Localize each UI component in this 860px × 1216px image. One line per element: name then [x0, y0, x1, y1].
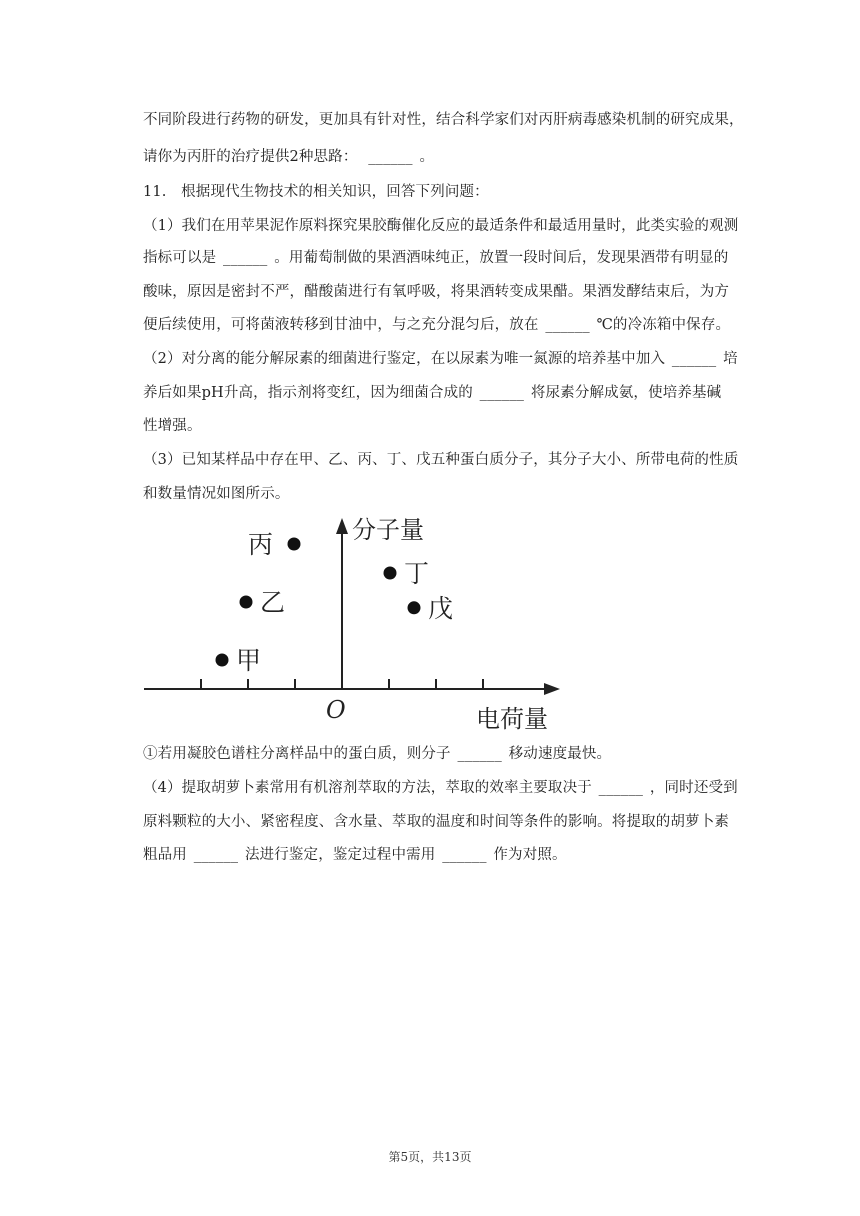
y-axis-arrow: [336, 518, 348, 534]
data-point-label: 丙: [248, 530, 274, 559]
x-axis-label: 电荷量: [476, 705, 548, 732]
answer-blank: ______: [671, 351, 717, 367]
question-heading: 11. 根据现代生物技术的相关知识，回答下列问题：: [143, 184, 489, 200]
data-point: [240, 596, 253, 609]
answer-blank: ______: [193, 847, 239, 863]
text-line: （3）已知某样品中存在甲、乙、丙、丁、戊五种蛋白质分子，其分子大小、所带电荷的性质: [143, 452, 739, 468]
text-line: 指标可以是 ______ 。用葡萄制做的果酒酒味纯正，放置一段时间后，发现果酒带有明显的: [143, 250, 729, 266]
answer-blank: ______: [223, 250, 268, 266]
answer-blank: ______: [545, 317, 590, 333]
data-point: [216, 654, 229, 667]
data-points: [216, 530, 454, 675]
protein-distribution-figure: [140, 510, 570, 732]
origin-label: O: [326, 696, 346, 724]
page-footer: 第5页，共13页: [388, 1150, 472, 1164]
data-point: [288, 538, 301, 551]
answer-blank: ______: [479, 385, 525, 401]
answer-blank: ______: [368, 149, 413, 165]
data-point: [408, 601, 421, 614]
text-line: （1）我们在用苹果泥作原料探究果胶酶催化反应的最适条件和最适用量时，此类实验的观测: [143, 218, 739, 234]
data-point-label: 乙: [260, 588, 286, 617]
text-line: 和数量情况如图所示。: [143, 486, 290, 502]
answer-blank: ______: [457, 746, 502, 762]
text-line: 性增强。: [143, 418, 202, 434]
text-line: 不同阶段进行药物的研发，更加具有针对性，结合科学家们对丙肝病毒感染机制的研究成果，: [143, 112, 744, 128]
text-line: 酸味，原因是密封不严，醋酸菌进行有氧呼吸，将果酒转变成果醋。果酒发酵结束后，为方: [143, 284, 729, 300]
x-axis-arrow: [544, 683, 560, 695]
text-line: 原料颗粒的大小、紧密程度、含水量、萃取的温度和时间等条件的影响。将提取的胡萝卜素: [143, 814, 729, 830]
text-line: 便后续使用，可将菌液转移到甘油中，与之充分混匀后，放在 ______ ℃的冷冻箱中保存。: [143, 317, 731, 333]
text-line: （2）对分离的能分解尿素的细菌进行鉴定，在以尿素为唯一氮源的培养基中加入 ______ 培: [143, 351, 738, 367]
text-line: 养后如果pH升高，指示剂将变红，因为细菌合成的 ______ 将尿素分解成氨，使培养基碱: [143, 385, 722, 401]
data-point-label: 甲: [236, 646, 262, 675]
data-point: [384, 567, 397, 580]
text-line: （4）提取胡萝卜素常用有机溶剂萃取的方法，萃取的效率主要取决于 ______ ，同时还受到: [143, 780, 738, 796]
data-point-label: 丁: [404, 559, 430, 588]
answer-blank: ______: [442, 847, 487, 863]
y-axis-label: 分子量: [352, 516, 424, 544]
answer-blank: ______: [598, 780, 644, 796]
text-line: ①若用凝胶色谱柱分离样品中的蛋白质，则分子 ______ 移动速度最快。: [143, 746, 612, 762]
data-point-label: 戊: [428, 593, 454, 623]
text-line: 粗品用 ______ 法进行鉴定，鉴定过程中需用 ______ 作为对照。: [143, 847, 567, 863]
text-line: 请你为丙肝的治疗提供2种思路： ______ 。: [143, 149, 435, 165]
